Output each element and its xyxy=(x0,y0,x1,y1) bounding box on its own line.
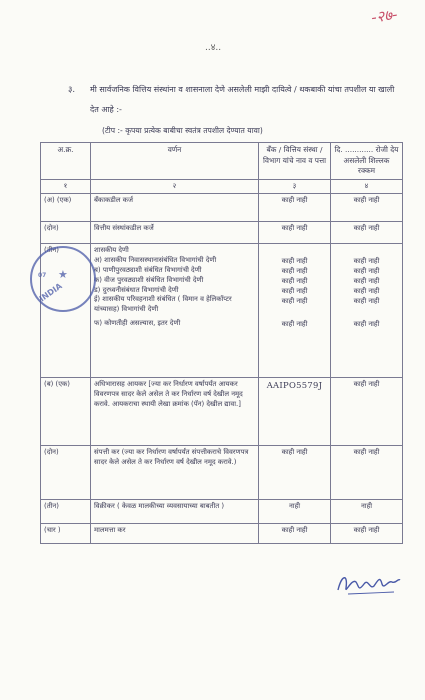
dues-item: फ) कोणतीही असल्यास, इतर देणी xyxy=(94,319,181,328)
row-sr: (तीन) xyxy=(41,244,91,378)
row-description: बँकाकडील कर्ज xyxy=(91,194,259,222)
dues-item: ब) पाणीपुरवठ्याशी संबंधित विभागांची देणी xyxy=(94,266,202,275)
row-description: वित्तीय संस्थांकडील कर्जे xyxy=(91,222,259,244)
table-row xyxy=(41,524,403,544)
col-number: १ xyxy=(41,179,91,194)
stamp-text: INDIA xyxy=(37,281,64,304)
table-row xyxy=(41,500,403,524)
row-description xyxy=(91,244,259,378)
dues-bank: काही नाही xyxy=(281,296,308,305)
row-amount: नाही xyxy=(331,500,403,524)
dues-item: अ) शासकीय निवासस्थानासंबंधित विभागांची देणी xyxy=(94,256,217,265)
table-header-row xyxy=(41,143,403,180)
col-number: ३ xyxy=(259,179,331,194)
dues-bank: काही नाही xyxy=(281,320,308,329)
row-amount: काही नाही xyxy=(331,222,403,244)
section-text: मी सार्वजनिक वित्तिय संस्थांना व शासनाला देणे असलेली माझी दायित्वे / थकबाकी यांचा तपशील या खाली देत आहे :- xyxy=(90,85,395,114)
stamp-number: 07 xyxy=(38,272,47,279)
row-amount: काही नाही xyxy=(331,446,403,500)
page-mark: ..४.. xyxy=(205,43,222,53)
row-sr: (चार ) xyxy=(41,524,91,544)
dues-amount: काही नाही xyxy=(353,277,380,286)
row-description: मालमत्ता कर xyxy=(91,524,259,544)
dues-amount: काही नाही xyxy=(353,257,380,266)
row-bank: काही नाही xyxy=(259,194,331,222)
section-number: ३. xyxy=(68,85,76,95)
row-sr: (तीन) xyxy=(41,500,91,524)
col-number: ४ xyxy=(331,179,403,194)
liabilities-table xyxy=(37,142,403,544)
row-amount: काही नाही xyxy=(331,524,403,544)
row-amount xyxy=(331,244,403,378)
row-bank: काही नाही xyxy=(259,524,331,544)
header-sr: अ.क्र. xyxy=(41,143,91,180)
table-row-government-dues xyxy=(41,244,403,378)
row-description: संपत्ती कर (ज्या कर निर्धारण वर्षापर्यंत संपत्तीकराचे विवरणपत्र सादर केले असेल ते कर निर्धारण वर्ष देखील नमूद करावे.) xyxy=(91,446,259,500)
row-sr: (दोन) xyxy=(41,222,91,244)
row-bank: काही नाही xyxy=(259,222,331,244)
dues-amount: काही नाही xyxy=(353,267,380,276)
table-row xyxy=(41,222,403,244)
header-bank: बँक / वित्तिय संस्था / विभाग यांचे नाव व पत्ता xyxy=(259,143,331,180)
star-icon: ★ xyxy=(58,268,68,281)
header-description: वर्णन xyxy=(91,143,259,180)
row-amount: काही नाही xyxy=(331,378,403,446)
row-sr: (ब) (एक) xyxy=(41,378,91,446)
page-number: -२७- xyxy=(369,5,399,27)
dues-bank: काही नाही xyxy=(281,286,308,295)
row-bank: काही नाही xyxy=(259,446,331,500)
dues-amount: काही नाही xyxy=(353,286,380,295)
dues-amount: काही नाही xyxy=(353,320,380,329)
dues-bank: काही नाही xyxy=(281,277,308,286)
row-sr: (दोन) xyxy=(41,446,91,500)
column-number-row xyxy=(41,179,403,194)
dues-item: ई) शासकीय परिवहनाशी संबंधित ( विमान व हेलिकॉप्टर यांच्यासह) विभागांची देणी xyxy=(94,295,232,314)
header-amount: दि. ............ रोजी देय असलेली शिल्लक रक्कम xyxy=(331,143,403,180)
table-row xyxy=(41,378,403,446)
col-number: २ xyxy=(91,179,259,194)
row-description: विक्रीकर ( केवळ मालकीच्या व्यवसायाच्या बाबतीत ) xyxy=(91,500,259,524)
signature xyxy=(334,568,404,598)
section-note: (टीप :- कृपया प्रत्येक बाबीचा स्वतंत्र तपशील देण्यात यावा) xyxy=(102,126,263,135)
row-bank-pan: AAIPO5579J xyxy=(259,378,331,446)
dues-bank: काही नाही xyxy=(281,267,308,276)
row-bank: नाही xyxy=(259,500,331,524)
row-description: अधिभारासह आयकर [ज्या कर निर्धारण वर्षापर्यंत आयकर विवरणपत्र सादर केले असेल ते कर निर्धारण वर्ष देखील नमूद करावे. आयकराचा स्थायी लेखा क्रमांक (पॅन) देखील द्यावा.] xyxy=(91,378,259,446)
table-row xyxy=(41,446,403,500)
dues-amount: काही नाही xyxy=(353,296,380,305)
dues-item: क) वीज पुरवठ्याशी संबंधित विभागांची देणी xyxy=(94,275,204,284)
dues-item: ड) दुरध्वनीसंबंधात विभागांची देणी xyxy=(94,285,179,294)
dues-bank: काही नाही xyxy=(281,257,308,266)
row-amount: काही नाही xyxy=(331,194,403,222)
row-bank xyxy=(259,244,331,378)
table-row xyxy=(41,194,403,222)
official-stamp xyxy=(30,246,96,312)
government-dues-heading: शासकीय देणी xyxy=(94,246,129,255)
row-sr: (अ) (एक) xyxy=(41,194,91,222)
